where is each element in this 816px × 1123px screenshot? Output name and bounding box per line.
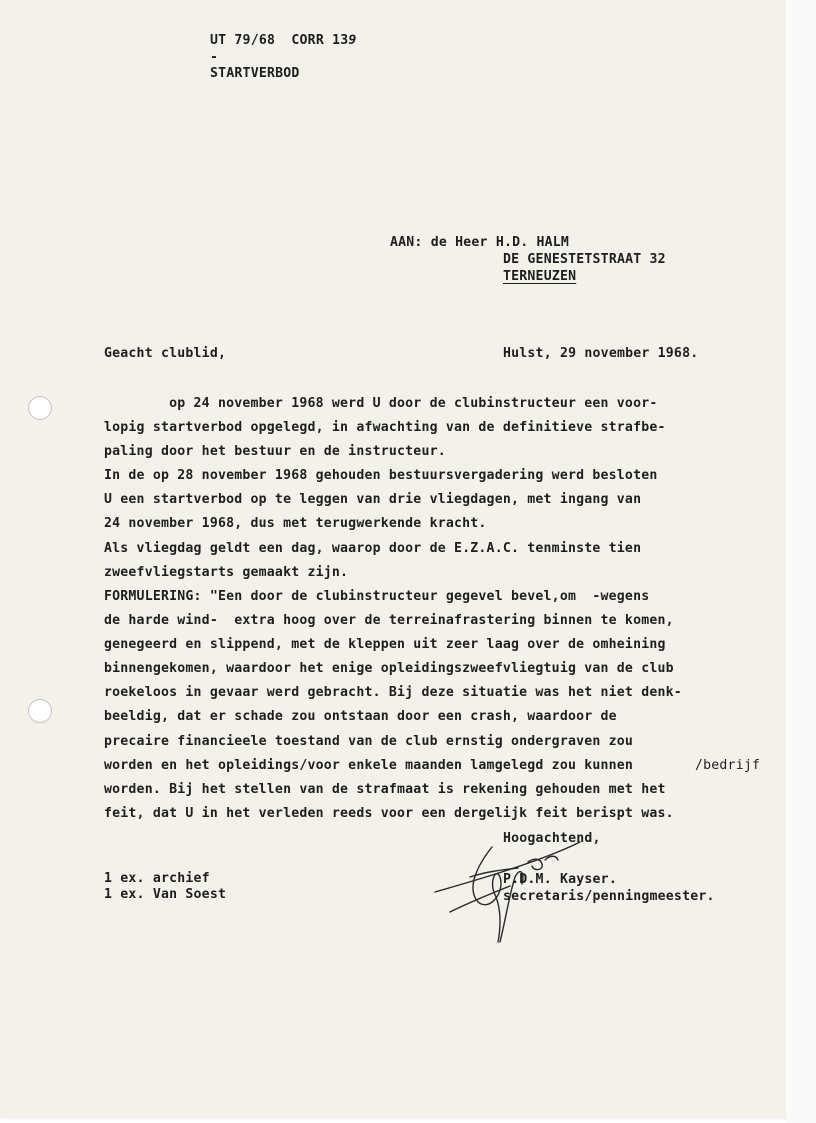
punch-hole (28, 699, 52, 723)
body-line: zweefvliegstarts gemaakt zijn. (104, 565, 349, 580)
body-line: worden en het opleidings/voor enkele maanden lamgelegd zou kunnen (104, 758, 634, 773)
handwritten-signature (430, 822, 590, 952)
punch-hole (28, 396, 52, 420)
subject-line: STARTVERBOD (210, 66, 300, 81)
body-line: precaire financieele toestand van de club ernstig ondergraven zou (104, 734, 634, 749)
body-line: U een startverbod op te leggen van drie vliegdagen, met ingang van (104, 492, 642, 507)
body-line: FORMULERING: "Een door de clubinstructeur gegevel bevel,om -wegens (104, 589, 650, 604)
signatory-role: secretaris/penningmeester. (503, 889, 715, 904)
salutation: Geacht clublid, (104, 346, 227, 361)
body-line: 24 november 1968, dus met terugwerkende kracht. (104, 516, 487, 531)
body-line: genegeerd en slippend, met de kleppen uit zeer laag over de omheining (104, 637, 666, 652)
body-line: de harde wind- extra hoog over de terreinafrastering binnen te komen, (104, 613, 674, 628)
recipient-street: DE GENESTETSTRAAT 32 (503, 252, 666, 267)
recipient-city: TERNEUZEN (503, 269, 577, 284)
body-line: op 24 november 1968 werd U door de clubinstructeur een voor- (104, 396, 658, 411)
body-line: beeldig, dat er schade zou ontstaan door een crash, waardoor de (104, 709, 617, 724)
body-line: binnengekomen, waardoor het enige opleidingszweefvliegtuig van de club (104, 661, 674, 676)
body-line: worden. Bij het stellen van de strafmaat is rekening gehouden met het (104, 782, 666, 797)
body-line: paling door het bestuur en de instructeur. (104, 444, 446, 459)
closing: Hoogachtend, (503, 831, 601, 846)
handwritten-insertion: /bedrijf (695, 758, 761, 773)
copy-line-archive: 1 ex. archief (104, 871, 210, 886)
reference-line: UT 79/68 CORR 139 (210, 33, 357, 48)
reference-dash: - (210, 50, 219, 65)
signatory-name: P.D.M. Kayser. (503, 872, 617, 887)
body-line: Als vliegdag geldt een dag, waarop door de E.Z.A.C. tenminste tien (104, 541, 642, 556)
copy-line-van-soest: 1 ex. Van Soest (104, 887, 227, 902)
body-line: roekeloos in gevaar werd gebracht. Bij deze situatie was het niet denk- (104, 685, 682, 700)
place-date: Hulst, 29 november 1968. (503, 346, 699, 361)
body-line: lopig startverbod opgelegd, in afwachting van de definitieve strafbe- (104, 420, 666, 435)
scan-margin (786, 0, 816, 1123)
body-line: feit, dat U in het verleden reeds voor een dergelijk feit berispt was. (104, 806, 674, 821)
body-line: In de op 28 november 1968 gehouden bestuursvergadering werd besloten (104, 468, 658, 483)
recipient-line: AAN: de Heer H.D. HALM (390, 235, 570, 250)
